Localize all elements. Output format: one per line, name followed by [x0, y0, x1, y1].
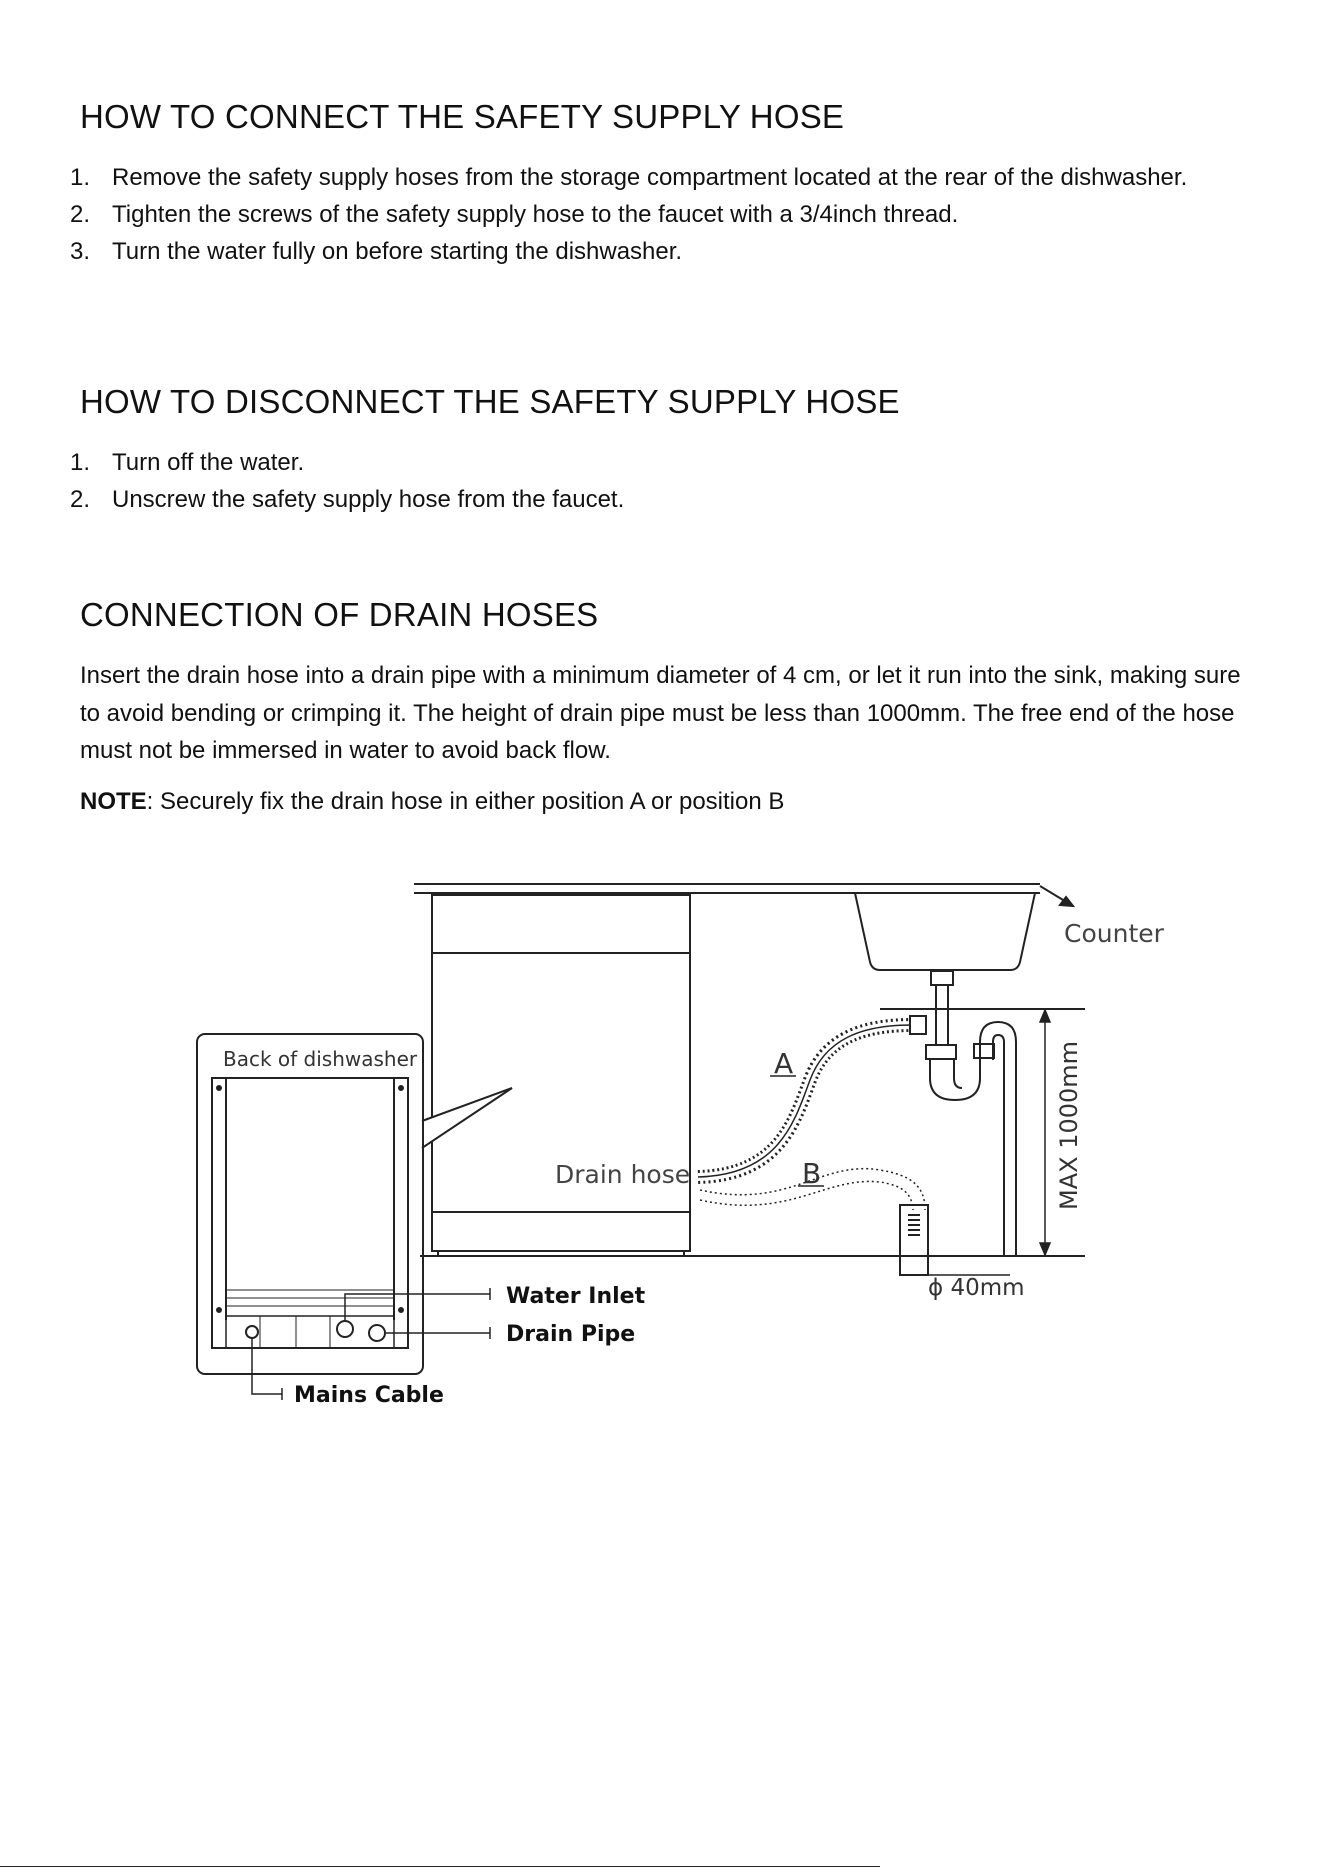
diameter-label: ϕ 40mm — [928, 1275, 1025, 1301]
dishwasher-cabinet — [432, 895, 690, 1256]
mains-cable-label: Mains Cable — [294, 1383, 444, 1408]
water-inlet-port-icon — [337, 1321, 353, 1337]
footer-rule — [0, 1866, 880, 1867]
sink-trap — [926, 971, 1016, 1256]
hose-junction — [910, 1016, 926, 1034]
back-panel — [197, 1034, 423, 1374]
position-b-label: B — [802, 1157, 822, 1190]
mains-port-icon — [246, 1326, 258, 1338]
callout-pointer — [422, 1088, 512, 1148]
standpipe — [900, 1205, 928, 1275]
connect-heading: HOW TO CONNECT THE SAFETY SUPPLY HOSE — [80, 98, 845, 135]
note-text: : Securely fix the drain hose in either position A or position B — [146, 788, 785, 815]
drain-port-icon — [369, 1325, 385, 1341]
drain-pipe-label: Drain Pipe — [506, 1322, 636, 1347]
list-item: 1. Remove the safety supply hoses from the storage compartment located at the rear of the dishwasher. — [70, 164, 1188, 191]
drain-hose-label: Drain hose — [555, 1160, 691, 1189]
back-panel-label: Back of dishwasher — [223, 1047, 418, 1071]
position-a-label: A — [774, 1047, 794, 1080]
max-height-label: MAX 1000mm — [1055, 1040, 1083, 1210]
water-inlet-label: Water Inlet — [506, 1284, 646, 1309]
sink — [855, 886, 1073, 970]
drain-heading: CONNECTION OF DRAIN HOSES — [80, 596, 599, 633]
max-height-dimension — [1040, 1010, 1050, 1255]
counter-label: Counter — [1064, 919, 1164, 948]
list-item: 3. Turn the water fully on before starting the dishwasher. — [70, 238, 683, 265]
list-item: 2. Unscrew the safety supply hose from the faucet. — [70, 486, 625, 513]
disconnect-heading: HOW TO DISCONNECT THE SAFETY SUPPLY HOSE — [80, 383, 900, 420]
list-item: 2. Tighten the screws of the safety supply hose to the faucet with a 3/4inch thread. — [70, 201, 959, 228]
note-label: NOTE — [80, 788, 147, 815]
counter-top — [414, 884, 1040, 893]
drain-paragraph: Insert the drain hose into a drain pipe with a minimum diameter of 4 cm, or let it run into the sink, making sure to avoid bending or crimping it. The height of drain pipe must be less than 1000mm. The free end of the hose must not be immersed in water to avoid back flow. — [80, 662, 1241, 764]
list-item: 1. Turn off the water. — [70, 449, 305, 476]
